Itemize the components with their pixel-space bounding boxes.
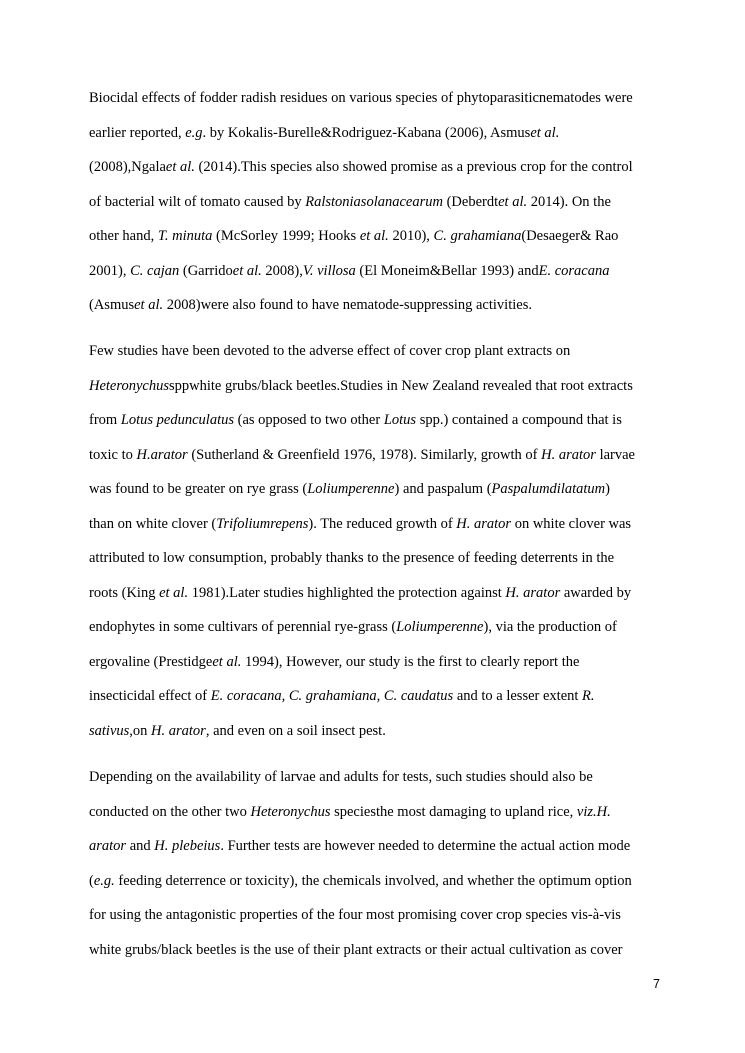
text-run: spp.) contained a compound that is — [416, 412, 622, 428]
text-run: Depending on the availability of larvae and adults for tests, such studies should also be — [89, 769, 593, 785]
text-line — [89, 515, 631, 533]
italic-run: C. cajan — [130, 262, 180, 279]
text-run: than on white clover ( — [89, 515, 217, 532]
text-run: toxic to — [89, 446, 137, 463]
text-run: ergovaline (Prestidge — [89, 653, 213, 670]
text-run: white grubs/black beetles is the use of their plant extracts or their actual cultivation as cover — [89, 941, 623, 958]
italic-run: C. grahamiana — [433, 228, 522, 244]
text-run: , and even on a soil insect pest. — [205, 722, 386, 739]
italic-run: Loliumperenne — [396, 619, 484, 635]
text-run: roots (King — [89, 584, 160, 601]
italic-run: E. coracana, C. grahamiana, C. caudatus — [210, 688, 454, 704]
text-run: insecticidal effect of — [89, 688, 211, 704]
text-line — [89, 193, 611, 211]
italic-run: R. — [582, 688, 595, 704]
text-run: sppwhite grubs/black beetles.Studies in New Zealand revealed that root extracts — [169, 377, 633, 394]
text-run: 2001), — [89, 262, 131, 279]
text-line — [89, 837, 630, 855]
text-run: other hand, — [89, 228, 158, 244]
text-run: (Deberdt — [442, 193, 499, 210]
italic-run: Ralstoniasolanacearum — [305, 193, 443, 210]
italic-run: Heteronychus — [250, 803, 331, 820]
text-line — [89, 803, 611, 821]
text-line — [89, 446, 635, 464]
italic-run: et al. — [498, 193, 528, 210]
italic-run: et al. — [232, 262, 262, 279]
text-line — [89, 906, 621, 924]
text-run: (Sutherland & Greenfield 1976, 1978). Similarly, growth of — [187, 446, 542, 463]
text-line — [89, 89, 633, 107]
text-line — [89, 342, 570, 360]
text-run: ) and paspalum ( — [394, 481, 492, 497]
italic-run: et al. — [212, 653, 242, 670]
italic-run: et al. — [165, 159, 195, 175]
text-line — [89, 549, 614, 567]
text-run: from — [89, 412, 121, 428]
text-run: (2014).This species also showed promise as a previous crop for the control — [194, 159, 633, 175]
italic-run: H.arator — [136, 446, 188, 463]
text-run: conducted on the other two — [89, 803, 251, 820]
text-run: (2008),Ngala — [89, 159, 166, 175]
text-run: and to a lesser extent — [453, 688, 583, 704]
text-run: 1994), However, our study is the first to clearly report the — [241, 653, 580, 670]
italic-run: Lotus pedunculatus — [120, 412, 234, 428]
text-run: 2014). On the — [527, 193, 611, 210]
italic-run: et al. — [359, 228, 389, 244]
text-line — [89, 722, 386, 740]
text-run: of bacterial wilt of tomato caused by — [89, 193, 306, 210]
text-line — [89, 768, 593, 786]
italic-run: H. arator — [151, 722, 206, 739]
text-line — [89, 262, 609, 280]
italic-run: Paspalumdilatatum — [491, 481, 606, 497]
italic-run: Heteronychus — [89, 377, 169, 394]
text-run: was found to be greater on rye grass ( — [89, 481, 308, 497]
italic-run: arator — [89, 838, 127, 854]
text-run: (Desaeger& Rao — [521, 228, 619, 244]
text-run: (as opposed to two other — [234, 412, 384, 428]
text-run: (El Moneim&Bellar 1993) and — [355, 262, 539, 279]
text-run: 2008), — [261, 262, 303, 279]
text-run: ,on — [129, 722, 152, 739]
text-run: (Asmus — [89, 297, 135, 313]
text-run: Biocidal effects of fodder radish residues on various species of phytoparasiticnematodes were — [89, 90, 633, 106]
italic-run: sativus — [89, 722, 130, 739]
text-run: . Further tests are however needed to determine the actual action mode — [220, 838, 631, 854]
text-run: awarded by — [560, 584, 632, 601]
text-run: for using the antagonistic properties of the four most promising cover crop species vis-à-vis — [89, 907, 621, 923]
italic-run: e.g. — [93, 872, 115, 889]
italic-run: E. coracana — [538, 262, 610, 279]
italic-run: H. plebeius — [154, 838, 221, 854]
text-run: feeding deterrence or toxicity), the chemicals involved, and whether the optimum option — [114, 872, 632, 889]
text-run: on white clover was — [511, 515, 632, 532]
text-run: earlier reported, — [89, 124, 186, 141]
text-line — [89, 411, 622, 429]
text-run: and — [126, 838, 155, 854]
italic-run: et al. — [159, 584, 189, 601]
italic-run: viz.H. — [576, 803, 611, 820]
text-line — [89, 618, 617, 636]
text-run: endophytes in some cultivars of perennial rye-grass ( — [89, 619, 397, 635]
text-line — [89, 480, 610, 498]
text-line — [89, 687, 595, 705]
italic-run: H. arator — [456, 515, 512, 532]
italic-run: Lotus — [383, 412, 417, 428]
text-run: attributed to low consumption, probably thanks to the presence of feeding deterrents in the — [89, 550, 615, 566]
italic-run: et al. — [134, 297, 164, 313]
italic-run: H. arator — [541, 446, 596, 463]
text-line — [89, 227, 618, 245]
italic-run: e.g — [185, 124, 203, 141]
italic-run: Loliumperenne — [307, 481, 395, 497]
text-run: 2010), — [388, 228, 434, 244]
text-run: (Garrido — [179, 262, 233, 279]
text-run: larvae — [595, 446, 635, 463]
italic-run: T. minuta — [157, 228, 213, 244]
text-line — [89, 872, 632, 890]
italic-run: V. villosa — [302, 262, 356, 279]
italic-run: Trifoliumrepens — [216, 515, 309, 532]
text-line — [89, 653, 579, 671]
text-run: ) — [605, 481, 610, 497]
text-run: 1981).Later studies highlighted the protection against — [188, 584, 506, 601]
text-run: . by Kokalis-Burelle&Rodriguez-Kabana (2006), Asmus — [202, 124, 531, 141]
text-run: ), via the production of — [483, 619, 617, 635]
italic-run: et al. — [530, 124, 560, 141]
text-run: ( — [89, 872, 94, 889]
page-number: 7 — [653, 977, 660, 991]
text-line — [89, 158, 633, 176]
text-run: 2008)were also found to have nematode-suppressing activities. — [163, 297, 532, 313]
text-line — [89, 296, 532, 314]
text-run: (McSorley 1999; Hooks — [212, 228, 360, 244]
text-line — [89, 941, 623, 959]
text-run: Few studies have been devoted to the adverse effect of cover crop plant extracts on — [89, 343, 571, 359]
italic-run: H. arator — [505, 584, 561, 601]
text-line — [89, 377, 633, 395]
text-line — [89, 124, 559, 142]
text-line — [89, 584, 631, 602]
text-run: ). The reduced growth of — [308, 515, 457, 532]
text-run: speciesthe most damaging to upland rice, — [330, 803, 577, 820]
